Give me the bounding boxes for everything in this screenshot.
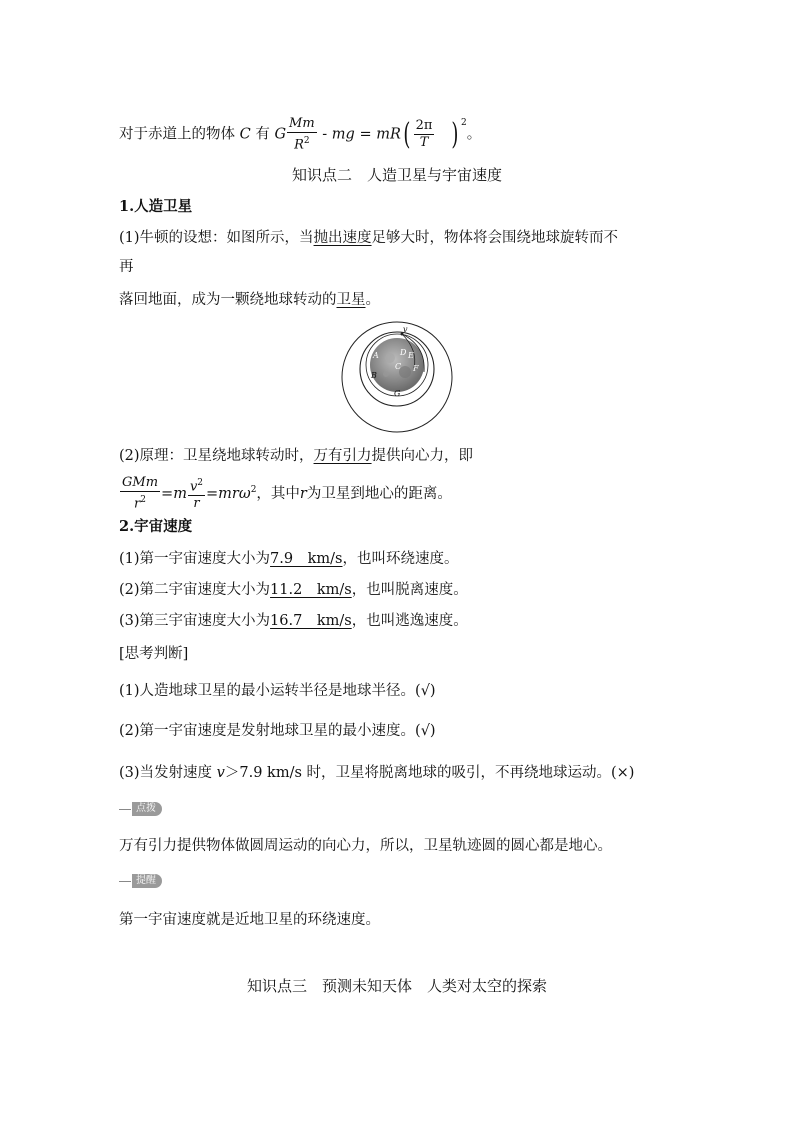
cosmic-item-1 — [119, 549, 458, 569]
think-item-2: (2)第一宇宙速度是发射地球卫星的最小速度。(√) — [119, 723, 436, 739]
inner-numerator: 2π — [415, 118, 433, 134]
cosmic-heading: 2.宇宙速度 — [119, 518, 193, 535]
paragraph-text: ＞7.9 km/s 时，卫星将脱离地球的吸引，不再绕地球运动。(×) — [224, 765, 635, 781]
paragraph-text: (1)牛顿的设想：如图所示，当 — [119, 230, 314, 246]
cosmic-value: 16.7 km/s — [270, 613, 352, 629]
cosmic-prefix: (2)第二宇宙速度大小为 — [119, 582, 271, 598]
earth-patch — [385, 353, 395, 363]
label-f: F — [413, 364, 419, 373]
remind-text: 第一宇宙速度就是近地卫星的环绕速度。 — [119, 912, 380, 928]
left-paren: ( — [403, 116, 411, 152]
term-satellite: 卫星 — [336, 292, 366, 308]
velocity-var: v — [216, 765, 225, 781]
think-heading: [思考判断] — [119, 646, 189, 662]
think-item-1: (1)人造地球卫星的最小运转半径是地球半径。(√) — [119, 683, 436, 699]
centripetal-formula — [119, 473, 452, 512]
paragraph-text: (2)原理：卫星绕地球转动时， — [119, 448, 314, 464]
equals-sign: = — [354, 126, 377, 143]
formula-numerator-2: v — [189, 479, 198, 495]
formula-equals: = — [161, 485, 174, 502]
label-d: D — [400, 348, 407, 357]
orbit-diagram — [340, 320, 455, 435]
section-title-3: 知识点三 预测未知天体 人类对太空的探索 — [246, 977, 547, 995]
fraction-denominator: R — [294, 137, 304, 153]
satellite-heading: 1.人造卫星 — [119, 198, 193, 215]
intro-text: 对于赤道上的物体 — [119, 126, 235, 143]
intro-text-2: 有 — [255, 126, 270, 143]
paragraph-text: 。 — [365, 292, 380, 308]
cosmic-suffix: ，也叫逃逸速度。 — [351, 613, 468, 629]
formula-fraction-1: $\frac{\text{GMm}}{r^2}$ — [122, 475, 159, 512]
paragraph-newton-cont: 再 — [119, 259, 134, 275]
label-e: E — [408, 351, 414, 360]
cosmic-suffix: ，也叫脱离速度。 — [351, 582, 468, 598]
paragraph-text: 提供向心力，即 — [371, 448, 474, 464]
paragraph-satellite — [119, 290, 380, 310]
tag-dash — [119, 809, 131, 810]
paragraph-newton — [119, 228, 618, 248]
formula-denominator-1: r — [134, 496, 141, 512]
paragraph-text: ，其中 — [256, 485, 300, 502]
formula-rest: =mrω — [206, 485, 251, 502]
label-b: B — [371, 371, 377, 380]
mass-fraction — [287, 116, 317, 153]
label-a: A — [373, 351, 379, 360]
formula-m: m — [173, 485, 187, 502]
formula-exponent: 2 — [250, 485, 257, 495]
angular-fraction — [414, 118, 435, 151]
tip-tag — [119, 802, 162, 816]
mr-term: mR — [376, 126, 401, 143]
remind-label: 提醒 — [132, 874, 162, 888]
tip-label: 点拨 — [132, 802, 162, 816]
tip-text: 万有引力提供物体做圆周运动的向心力，所以，卫星轨迹圆的圆心都是地心。 — [119, 838, 612, 854]
formula-denominator-2: r — [193, 496, 200, 512]
cosmic-value: 7.9 km/s — [270, 551, 343, 567]
fraction-numerator: Mm — [289, 116, 315, 131]
label-g: G — [394, 389, 401, 398]
term-gravitation: 万有引力 — [313, 448, 372, 464]
paragraph-principle — [119, 446, 473, 466]
label-v: v — [403, 325, 408, 334]
outer-exponent: 2 — [460, 117, 467, 128]
section-title-2: 知识点二 人造卫星与宇宙速度 — [291, 166, 502, 184]
term-launch-speed: 抛出速度 — [313, 230, 372, 246]
cosmic-prefix: (3)第三宇宙速度大小为 — [119, 613, 271, 629]
formula-numerator-1: GMm — [122, 475, 159, 491]
earth-patch — [383, 371, 389, 377]
paragraph-text: (3)当发射速度 — [119, 765, 213, 781]
inner-denominator: T — [419, 135, 429, 151]
denominator-exponent: 2 — [303, 136, 310, 146]
cosmic-item-3 — [119, 611, 468, 631]
intro-end: 。 — [466, 126, 482, 143]
cosmic-value: 11.2 km/s — [270, 582, 352, 598]
intro-formula-line — [119, 116, 481, 153]
right-paren: ) — [451, 116, 459, 152]
minus-sign: - — [322, 126, 332, 143]
remind-tag — [119, 874, 162, 888]
cosmic-item-2 — [119, 580, 468, 600]
tag-dash — [119, 881, 131, 882]
paragraph-text: 落回地面，成为一颗绕地球转动的 — [119, 292, 337, 308]
formula-r: r — [299, 485, 307, 502]
cosmic-prefix: (1)第一宇宙速度大小为 — [119, 551, 271, 567]
think-item-3 — [119, 763, 634, 783]
paragraph-text: 足够大时，物体将会围绕地球旋转而不 — [371, 230, 619, 246]
label-c: C — [395, 362, 402, 371]
formula-fraction-2: $\frac{v^2}{r}$ — [188, 475, 205, 512]
paragraph-text: 为卫星到地心的距离。 — [306, 485, 452, 502]
cosmic-suffix: ，也叫环绕速度。 — [342, 551, 459, 567]
object-c: C — [239, 126, 251, 143]
gravity-constant: G — [274, 126, 287, 143]
mg-term: mg — [331, 126, 355, 143]
